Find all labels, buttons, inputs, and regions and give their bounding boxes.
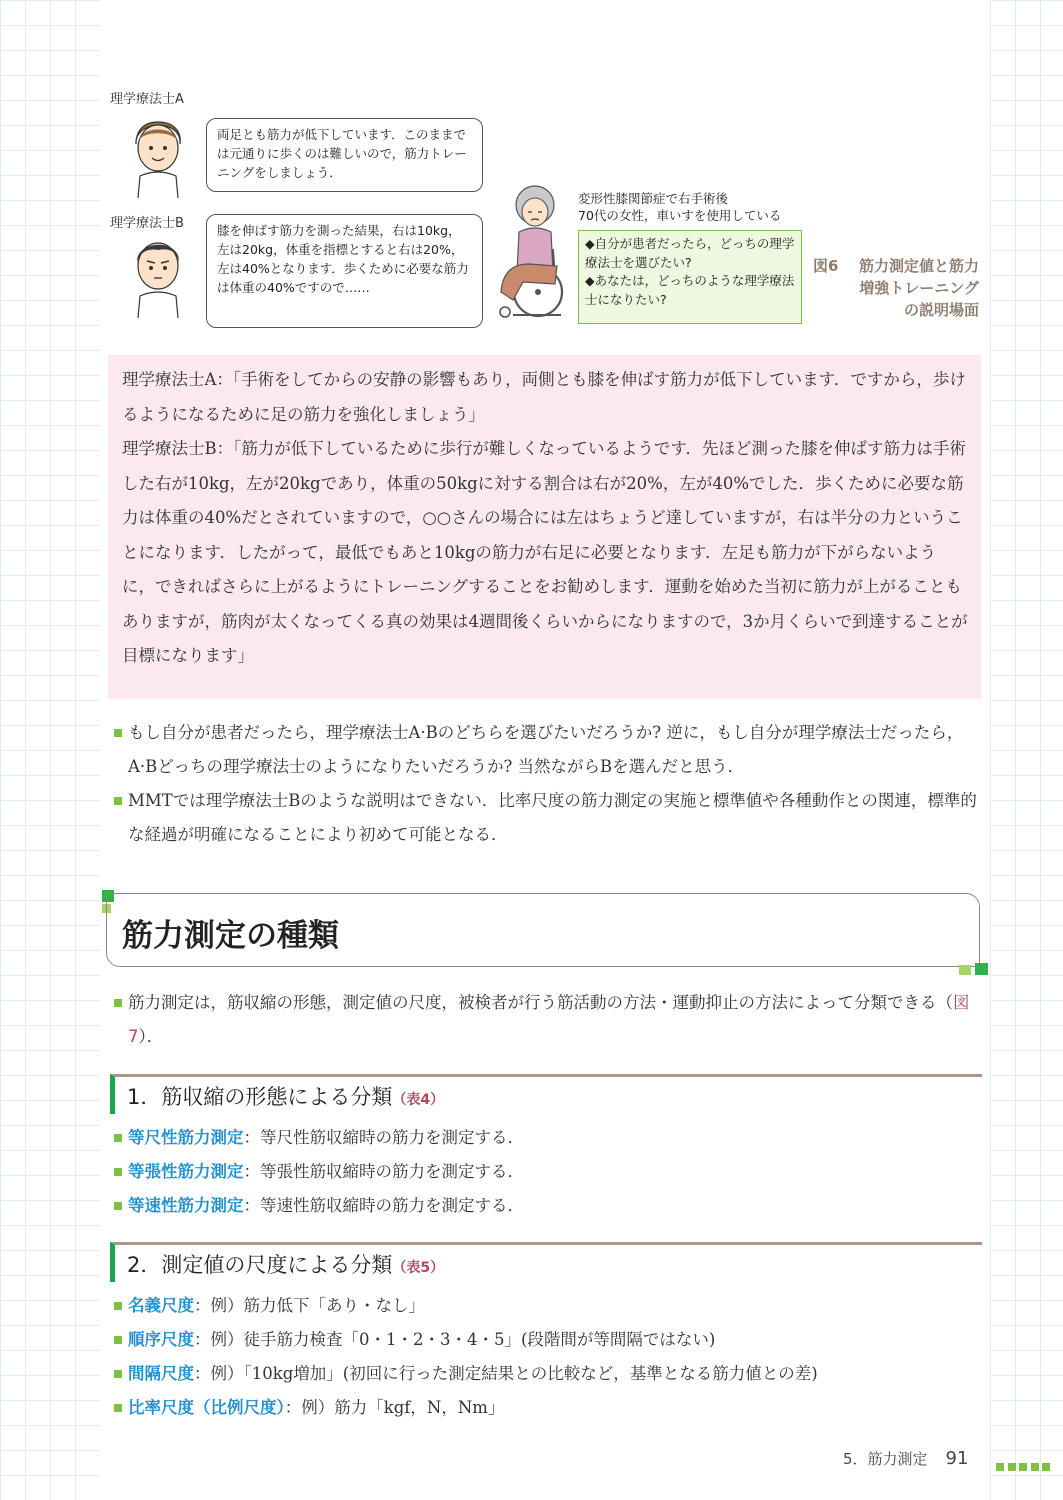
term-description: ：等張性筋収縮時の筋力を測定する． bbox=[243, 1162, 524, 1181]
bullet-item: MMTでは理学療法士Bのような説明はできない．比率尺度の筋力測定の実施と標準値や各種動作との関連，標準的な経過が明確になることにより初めて可能となる． bbox=[112, 784, 982, 852]
table-5-reference[interactable]: （表5） bbox=[392, 1260, 445, 1276]
speech-bubble-a: 両足とも筋力が低下しています．このままでは元通りに歩くのは難しいので，筋力トレーニングをしましょう． bbox=[206, 118, 483, 192]
dialogue-box bbox=[108, 355, 981, 699]
term-ordinal-scale: 順序尺度 bbox=[128, 1330, 194, 1349]
list-item bbox=[112, 1121, 982, 1155]
subheading-1-text: 1．筋収縮の形態による分類 bbox=[127, 1085, 393, 1109]
bullet-item: もし自分が患者だったら，理学療法士A·Bのどちらを選びたいだろうか? 逆に，もし自分が理学療法士だったら，A·Bどっちの理学療法士のようになりたいだろうか? 当然ながらBを選んだと思う． bbox=[112, 716, 982, 784]
term-description: ：例）「10kg増加」(初回に行った測定結果との比較など，基準となる筋力値との差) bbox=[194, 1364, 818, 1383]
grid-background-left bbox=[0, 0, 100, 1500]
page-footer bbox=[843, 1448, 968, 1469]
subheading-1-title bbox=[127, 1081, 444, 1111]
list-item bbox=[112, 1155, 982, 1189]
question-2: ◆あなたは，どっちのような理学療法士になりたい? bbox=[585, 273, 795, 307]
figure-caption bbox=[813, 255, 983, 321]
term-isokinetic: 等速性筋力測定 bbox=[128, 1196, 244, 1215]
patient-wheelchair-illustration bbox=[483, 180, 578, 320]
list-item bbox=[112, 1189, 982, 1223]
patient-caption-line-2: 70代の女性，車いすを使用している bbox=[578, 208, 782, 223]
heading-square-decoration bbox=[975, 963, 988, 975]
figure-6 bbox=[108, 80, 988, 330]
question-box bbox=[578, 230, 802, 324]
subheading-1 bbox=[110, 1074, 982, 1114]
section-intro bbox=[112, 986, 982, 1054]
section-heading-box bbox=[106, 893, 980, 967]
table-4-reference[interactable]: （表4） bbox=[392, 1092, 445, 1108]
dialogue-therapist-b: 理学療法士B：「筋力が低下しているために歩行が難しくなっているようです．先ほど測った膝を伸ばす筋力は手術した右が10kg，左が20kgであり，体重の50kgに対する割合は右が20%，左が40%でした．歩くために必要な筋力は体重の40%だとされていますので，○○さんの場合には左はちょうど達していますが，右は半分の力ということになります．したがって，最低でもあと10kgの筋力が右足に必要となります．左足も筋力が下がらないように，できればさらに上がるようにトレーニングすることをお勧めします．運動を始めた当初に筋力が上がることもありますが，筋肉が太くなってくる真の効果は4週間後くらいからになりますので，3か月くらいで到達することが目標になります」 bbox=[122, 439, 968, 665]
intro-close-paren: ） bbox=[138, 1027, 147, 1046]
term-interval-scale: 間隔尺度 bbox=[128, 1364, 194, 1383]
term-isotonic: 等張性筋力測定 bbox=[128, 1162, 244, 1181]
list-item bbox=[112, 1391, 982, 1425]
list-item bbox=[112, 1289, 982, 1323]
heading-square-decoration bbox=[959, 965, 971, 975]
discussion-bullets bbox=[112, 716, 982, 852]
question-1: ◆自分が患者だったら，どっちの理学療法士を選びたい? bbox=[585, 236, 795, 270]
list-item bbox=[112, 1357, 982, 1391]
contraction-type-list bbox=[112, 1121, 982, 1223]
intro-open-paren: （ bbox=[936, 993, 953, 1012]
patient-caption bbox=[578, 190, 781, 224]
patient-caption-line-1: 変形性膝関節症で右手術後 bbox=[578, 191, 729, 206]
term-nominal-scale: 名義尺度 bbox=[128, 1296, 194, 1315]
term-description: ：例）筋力「kgf，N，Nm」 bbox=[284, 1398, 505, 1417]
figure-7-reference[interactable]: 図7 bbox=[128, 993, 970, 1046]
figure-caption-text: 筋力測定値と筋力増強トレーニングの説明場面 bbox=[859, 257, 980, 319]
intro-end: ． bbox=[146, 1027, 164, 1046]
therapist-b-label: 理学療法士B bbox=[110, 216, 184, 231]
scale-type-list bbox=[112, 1289, 982, 1425]
term-description: ：例）筋力低下「あり・なし」 bbox=[194, 1296, 425, 1315]
speech-bubble-b: 膝を伸ばす筋力を測った結果，右は10kg，左は20kg，体重を指標とすると右は20%，左は40%となります．歩くために必要な筋力は体重の40%ですので…… bbox=[206, 214, 483, 328]
therapist-a-label: 理学療法士A bbox=[110, 92, 184, 107]
term-isometric: 等尺性筋力測定 bbox=[128, 1128, 244, 1147]
dialogue-therapist-a: 理学療法士A：「手術をしてからの安静の影響もあり，両側とも膝を伸ばす筋力が低下しています．ですから，歩けるようになるために足の筋力を強化しましょう」 bbox=[122, 370, 966, 424]
therapist-a-illustration bbox=[128, 110, 188, 198]
list-item bbox=[112, 1323, 982, 1357]
term-ratio-scale: 比率尺度（比例尺度） bbox=[128, 1398, 285, 1417]
therapist-b-illustration bbox=[128, 228, 188, 318]
footer-dots-decoration bbox=[996, 1456, 1054, 1475]
chapter-label: 5．筋力測定 bbox=[843, 1450, 928, 1468]
subheading-2 bbox=[110, 1242, 982, 1282]
bullet-item bbox=[112, 986, 982, 1054]
page-number: 91 bbox=[945, 1448, 969, 1469]
figure-number: 図6 bbox=[813, 257, 839, 275]
term-description: ：例）徒手筋力検査「0・1・2・3・4・5」(段階間が等間隔ではない) bbox=[194, 1330, 716, 1349]
grid-background-right bbox=[990, 0, 1063, 1500]
subheading-2-title bbox=[127, 1249, 444, 1279]
term-description: ：等尺性筋収縮時の筋力を測定する． bbox=[243, 1128, 524, 1147]
subheading-2-text: 2．測定値の尺度による分類 bbox=[127, 1253, 393, 1277]
term-description: ：等速性筋収縮時の筋力を測定する． bbox=[243, 1196, 524, 1215]
section-title: 筋力測定の種類 bbox=[122, 918, 339, 954]
intro-text: 筋力測定は，筋収縮の形態，測定値の尺度，被検者が行う筋活動の方法・運動抑止の方法によって分類できる bbox=[128, 993, 937, 1012]
